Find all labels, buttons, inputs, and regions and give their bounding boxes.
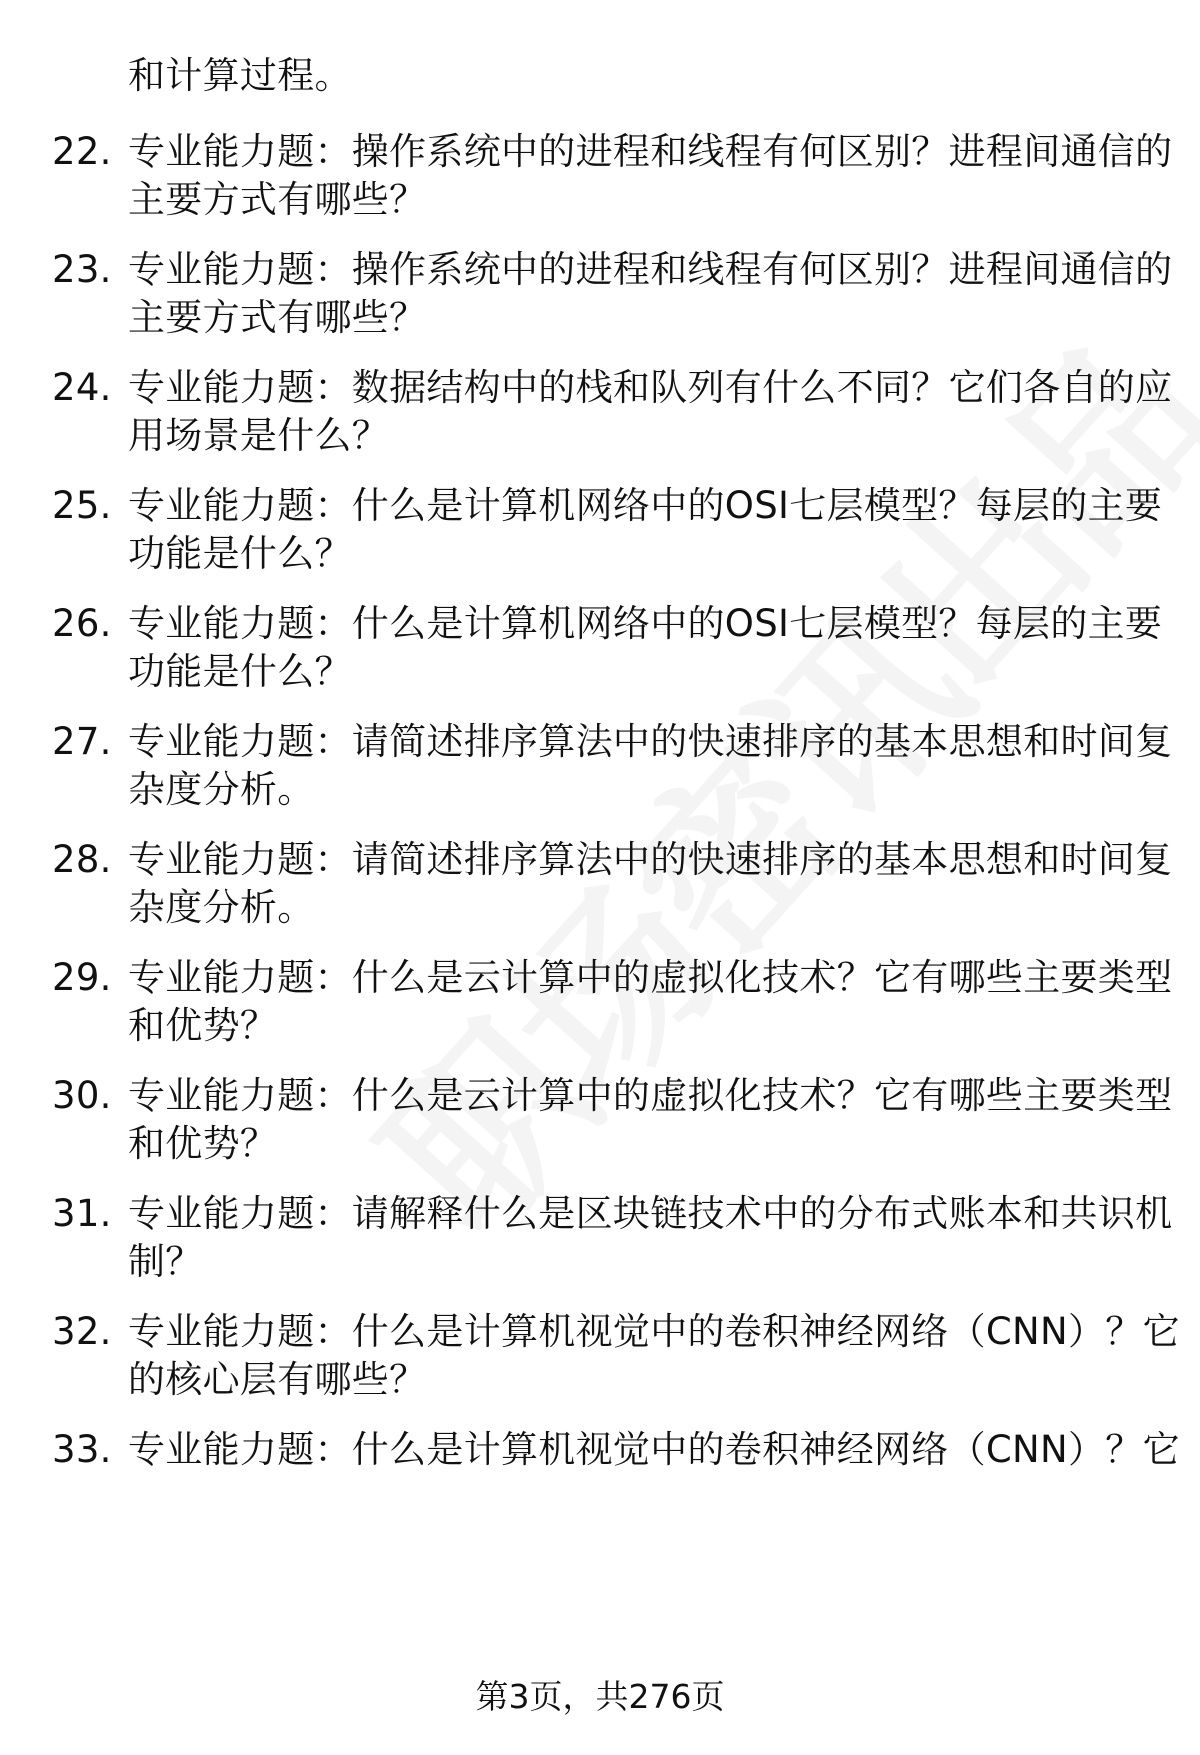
item-text: 专业能力题：什么是云计算中的虚拟化技术？它有哪些主要类型 — [128, 1074, 1173, 1117]
item-text: 专业能力题：请解释什么是区块链技术中的分布式账本和共识机 — [128, 1192, 1173, 1235]
item-text-cont: 功能是什么？ — [128, 532, 352, 575]
page-footer: 第3页，共276页 — [475, 1677, 725, 1716]
item-number: 24. — [52, 366, 112, 409]
item-text-cont: 主要方式有哪些？ — [128, 296, 427, 339]
item-text: 专业能力题：什么是计算机网络中的OSI七层模型？每层的主要 — [128, 602, 1163, 645]
item-text-cont: 杂度分析。 — [128, 768, 315, 811]
item-number: 26. — [52, 602, 112, 645]
item-text: 专业能力题：什么是云计算中的虚拟化技术？它有哪些主要类型 — [128, 956, 1173, 999]
item-text-cont: 制？ — [128, 1240, 203, 1283]
item-text: 专业能力题：什么是计算机视觉中的卷积神经网络（CNN）？它 — [128, 1428, 1180, 1471]
item-text-cont: 和优势？ — [128, 1004, 278, 1047]
lead-continuation: 和计算过程。 — [128, 54, 352, 97]
item-number: 32. — [52, 1310, 112, 1353]
item-text-cont: 主要方式有哪些？ — [128, 178, 427, 221]
item-number: 28. — [52, 838, 112, 881]
item-number: 30. — [52, 1074, 112, 1117]
item-text-cont: 和优势？ — [128, 1122, 278, 1165]
item-text: 专业能力题：请简述排序算法中的快速排序的基本思想和时间复 — [128, 838, 1173, 881]
item-text-cont: 杂度分析。 — [128, 886, 315, 929]
item-number: 33. — [52, 1428, 112, 1471]
item-text: 专业能力题：什么是计算机网络中的OSI七层模型？每层的主要 — [128, 484, 1163, 527]
item-number: 29. — [52, 956, 112, 999]
item-text-cont: 用场景是什么？ — [128, 414, 390, 457]
item-number: 27. — [52, 720, 112, 763]
item-text: 专业能力题：数据结构中的栈和队列有什么不同？它们各自的应 — [128, 366, 1173, 409]
item-text: 专业能力题：操作系统中的进程和线程有何区别？进程间通信的 — [128, 248, 1173, 291]
item-number: 31. — [52, 1192, 112, 1235]
item-text: 专业能力题：操作系统中的进程和线程有何区别？进程间通信的 — [128, 130, 1173, 173]
item-number: 23. — [52, 248, 112, 291]
item-text-cont: 功能是什么？ — [128, 650, 352, 693]
item-text: 专业能力题：请简述排序算法中的快速排序的基本思想和时间复 — [128, 720, 1173, 763]
item-number: 22. — [52, 130, 112, 173]
item-text: 专业能力题：什么是计算机视觉中的卷积神经网络（CNN）？它 — [128, 1310, 1180, 1353]
item-number: 25. — [52, 484, 112, 527]
item-text-cont: 的核心层有哪些？ — [128, 1358, 427, 1401]
